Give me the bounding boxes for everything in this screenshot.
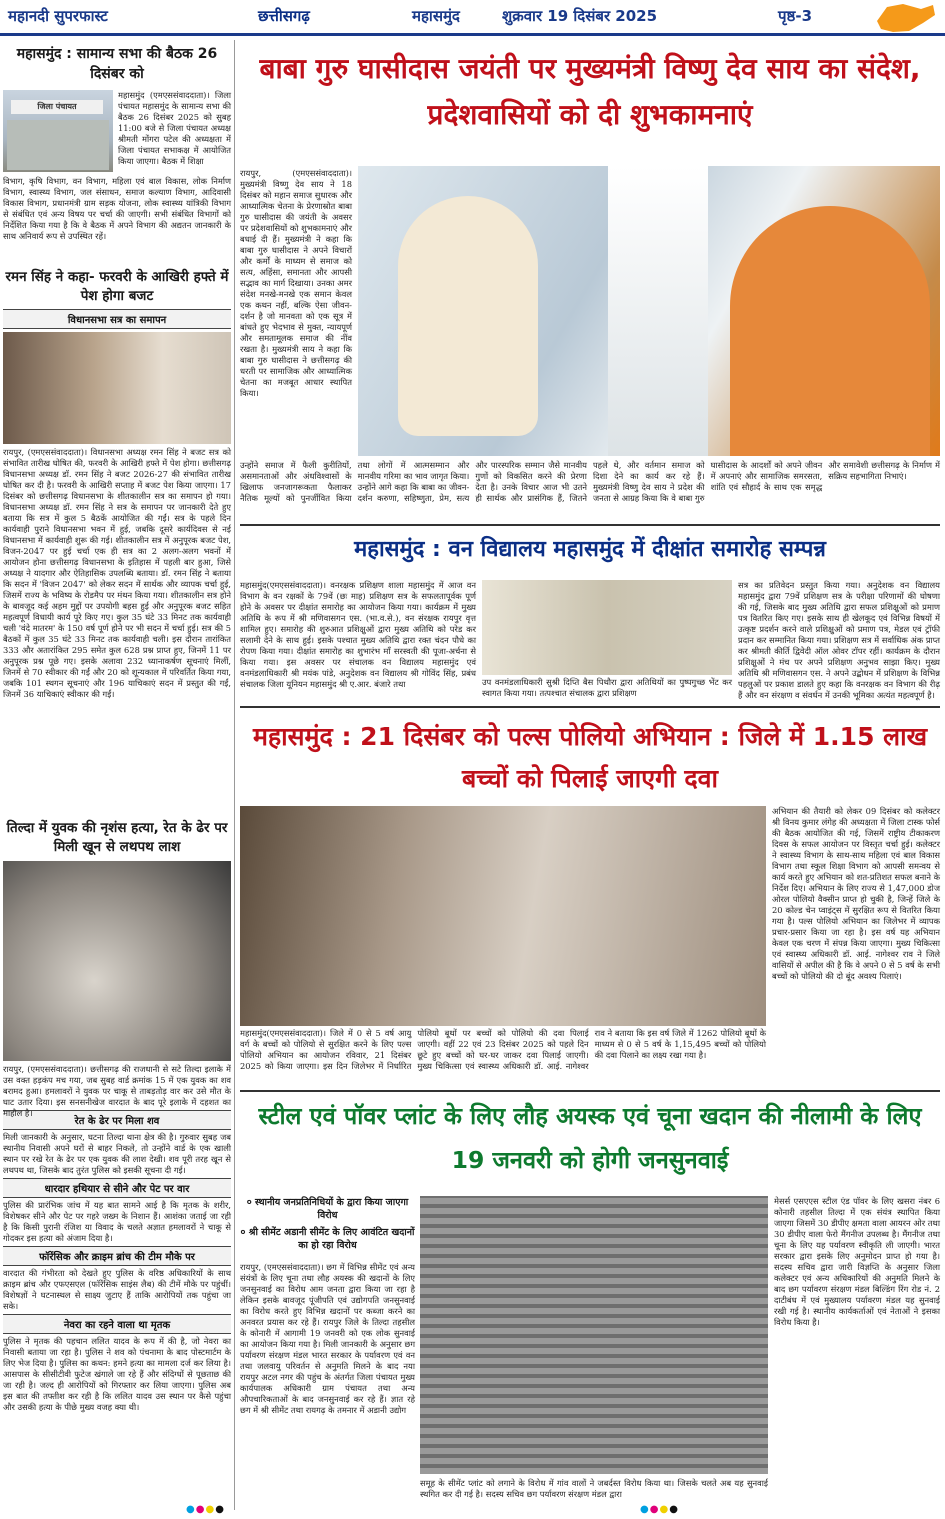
chief-minister-portrait [730,206,930,456]
tilda-body-1: रायपुर, (एमएससंवाददाता)। छत्तीसगढ़ की राजधानी से सटे तिल्दा इलाके में उस वक्त हड़कंप मच गया, जब सुबह वार्ड क्रमांक 15 में एक युवक का शव बरामद हुआ। हमलावरों ने युवक पर चाकू से ताबड़तोड़ वार कर उसे मौत के घाट उतार दिया। इस सनसनीखेज वारदात के बाद पूरे इलाके में दहशत का माहौल है। [3,1064,231,1118]
registration-dots-right: ●●●● [640,1504,679,1515]
tilda-body-3: पुलिस की प्रारंभिक जांच में यह बात सामने आई है कि मृतक के शरीर, विशेषकर सीने और पेट पर गहरे जख्म के निशान हैं। आशंका जताई जा रही है कि किसी पुरानी रंजिश या विवाद के चलते अज्ञात हमलावरों ने चाकू से गोदकर इस हत्या को अंजाम दिया है। [3,1200,231,1243]
headline-raman-singh: रमन सिंह ने कहा- फरवरी के आखिरी हफ्ते में पेश होगा बजट [5,269,229,304]
raman-singh-body: रायपुर, (एमएससंवाददाता)। विधानसभा अध्यक्ष रमन सिंह ने बजट सत्र को संभावित तारीख घोषित की, फरवरी के आखिरी हफ्ते में पेश होगा। छत्तीसगढ़ विधानसभा अध्यक्ष डॉ. रमन सिंह ने बजट 2026-27 की संभावित तारीख घोषित कर दी है। फरवरी के आखिरी सप्ताह में बजट पेश किया जाएगा। 17 दिसंबर को छत्तीसगढ़ विधानसभा के शीतकालीन सत्र का समापन हो गया। विधानसभा अध्यक्ष डॉ. रमन सिंह ने सत्र के समापन पर जानकारी देते हुए बताया कि सत्र में कुल 5 बैठकें आयोजित की गईं। सत्र के पहले दिन कार्यवाही पुराने विधानसभा भवन में हुई, जबकि दूसरे कार्यदिवस से नई विधानसभा में कार्यवाही शुरू की गई। शीतकालीन सत्र में अनुपूरक बजट पेश, विजन-2047 पर हुई चर्चा एक ही सत्र का 2 अलग-अलग भवनों में आयोजन होना छत्तीसगढ़ विधानसभा के इतिहास में पहली बार हुआ, जिसे अध्यक्ष ने यादगार और ऐतिहासिक उपलब्धि बताया। डॉ. रमन सिंह ने बताया कि सदन में 'विजन 2047' को लेकर सदन में सार्थक और व्यापक चर्चा हुई, जिसमें राज्य के भविष्य के रोडमैप पर मंथन किया गया। शीतकालीन सत्र होने के बावजूद कई अहम मुद्दों पर उपयोगी बहस हुई और अनुपूरक बजट सहित महत्वपूर्ण विधायी कार्य पूरे किए गए। कुल 35 घंटे 33 मिनट तक कार्यवाही चली 'वंदे मातरम' के 150 वर्ष पूर्ण होने पर भी सदन में चर्चा हुई। सत्र की 5 बैठकों में कुल 35 घंटे 33 मिनट तक कार्यवाही चली। इस दौरान तारांकित 333 और अतारांकित 295 समेत कुल 628 प्रश्न प्राप्त हुए, जिनमें 11 पर अनुपूरक प्रश्न पूछे गए। इसके अलावा 232 ध्यानाकर्षण सूचनाएं मिलीं, जिनमें से 70 स्वीकार की गईं और 20 को शून्यकाल में परिवर्तित किया गया, जबकि 101 स्थगन सूचनाएं और 196 याचिकाएं सदन में प्रस्तुत की गईं, जिनमें 36 याचिकाएं स्वीकार की गईं। [3,447,231,699]
jansunvai-side: मेसर्स एसएएस स्टील एंड पॉवर के लिए खसरा नंबर 6 कोनारी तहसील तिल्दा में एक संयंत्र स्थापित किया जाएगा जिसमें 30 डीपीए क्षमता वाला आयरन ओर तथा 30 डीपीए वाला फेरो मैंगनीज उपलब्ध है। मैंगनीज तथा चूना के लिए यह पर्यावरण स्वीकृति ली जाएगी। भारत सरकार द्वारा इसके लिए अनुमोदन प्राप्त हो गया है। सदस्य सचिव द्वारा जारी विज्ञप्ति के अनुसार जिला कलेक्टर एवं अन्य अधिकारियों की अनुमति मिलने के बाद छग पर्यावरण संरक्षण मंडल बिल्डिंग रिंग रोड नं. 2 दाटीबंध में एवं मुख्यालय पर्यावरण मंडल यह सुनवाई रखी गई है। स्थानीय कार्यकर्ताओं एवं नेताओं ने इसका विरोध किया है। [774,1196,940,1327]
left-column [3,40,231,1510]
column-divider [234,40,235,1510]
deekshant-body-1: महासमुंद(एमएससंवाददाता)। वनरक्षक प्रशिक्षण शाला महासमुंद में आज वन विभाग के वन रक्षकों के 79वें (छः माह) प्रशिक्षण सत्र के सफलतापूर्वक पूर्ण होने के अवसर पर दीक्षांत समारोह का आयोजन किया गया। कार्यक्रम में मुख्य अतिथि के रूप में श्री मणिवासगन एस. (भा.व.से.), वन संरक्षक रायपुर वृत्त शामिल हुए। समारोह की शुरुआत प्रशिक्षुओं द्वारा मुख्य अतिथि को परेड कर सलामी देने के साथ हुई। इसके पश्चात मुख्य अतिथि द्वारा रक्त चंदन पौधे का रोपण किया गया। दीक्षांत समारोह का शुभारंभ माँ सरस्वती की पूजा-अर्चना से किया गया। इस अवसर पर संचालक वन विद्यालय महासमुंद एवं वनमंडलाधिकारी श्री मयंक पांडे, अनुदेशक वन विद्यालय श्री गोविंद सिंह, प्रबंध संचालक जिला यूनियन महासमुंद श्री ए.आर. बंजारे तथा [240,580,476,689]
state-name: छत्तीसगढ़ [258,7,310,25]
masthead [0,0,945,36]
headline-jansunvai: स्टील एवं पॉवर प्लांट के लिए लौह अयस्क एवं चूना खदान की नीलामी के लिए 19 जनवरी को होगी जनसुनवाई [258,1102,922,1174]
jansunvai-bullet-1: ० स्थानीय जनप्रतिनिधियों के द्वारा किया जाएगा विरोध [246,1197,409,1221]
jansunvai-caption: समूह के सीमेंट प्लांट को लगाने के विरोध में गांव वालों ने जबर्दस्त विरोध किया था। जिसके चलते अब यह सुनवाई स्थगित कर दी गई है। सदस्य सचिव छग पर्यावरण संरक्षण मंडल द्वारा [420,1478,768,1499]
tilda-body-5: पुलिस ने मृतक की पहचान ललित यादव के रूप में की है, जो नेवरा का निवासी बताया जा रहा है। पुलिस ने शव को पंचनामा के बाद पोस्टमार्टम के लिए भेज दिया है। पुलिस का कथन: हमने हत्या का मामला दर्ज कर लिया है। आसपास के सीसीटीवी फुटेज खंगाले जा रहे हैं और संदिग्धों से पूछताछ की जा रही है। जल्द ही आरोपियों को गिरफ्तार कर लिया जाएगा। पुलिस अब इस बात की तफ्तीश कर रही है कि ललित यादव उस स्थान पर कैसे पहुंचा और उसकी हत्या के पीछे मुख्य वजह क्या थी। [3,1336,231,1412]
samanya-sabha-body-1: महासमुंद (एमएससंवाददाता)। जिला पंचायत महासमुंद के सामान्य सभा की बैठक 26 दिसंबर 2025 को सुबह 11:00 बजे से जिला पंचायत अध्यक्ष श्रीमती मोंगरा पटेल की अध्यक्षता में जिला पंचायत सभाकक्ष में आयोजित किया जाएगा। बैठक में शिक्षा [118,90,231,166]
city-name: महासमुंद [412,7,460,25]
subhead-ret-ke-dher: रेत के ढेर पर मिला शव [3,1110,231,1130]
tilda-crime-photo [3,861,231,1061]
ore-plant-photo [420,1196,768,1474]
zila-panchayat-photo [3,90,113,172]
polio-drops-photo [240,806,766,1026]
section-rule-3 [240,1090,940,1092]
paper-name: महानदी सुपरफास्ट [8,7,108,25]
section-rule-1 [240,524,940,526]
samanya-sabha-body-2: विभाग, कृषि विभाग, वन विभाग, महिला एवं बाल विकास, लोक निर्माण विभाग, स्वास्थ्य विभाग, जल संसाधन, समाज कल्याण विभाग, आदिवासी विकास विभाग, प्रधानमंत्री ग्राम सड़क योजना, लोक स्वास्थ्य यांत्रिकी विभाग से संबंधित एवं अन्य विषय पर चर्चा की जाएगी। सभी संबंधित विभागों को निर्देशित किया गया है कि वे बैठक में अपने विभाग की अद्यतन जानकारी के साथ अनिवार्य रूप से उपस्थित रहें। [3,176,231,241]
guru-ghasidas-body-2: उन्होंने समाज में फैली कुरीतियों, असमानताओं और अंधविश्वासों के खिलाफ जनजागरूकता फैलाकर नैतिक मूल्यों को पुनर्जीवित किया तथा लोगों में आत्मसम्मान और मानवीय गरिमा का भाव जागृत किया। उन्होंने आगे कहा कि बाबा का जीवन-दर्शन करुणा, सहिष्णुता, प्रेम, सत्य और पारस्परिक सम्मान जैसे मानवीय गुणों को विकसित करने की प्रेरणा देता है। उनके विचार आज भी उतने ही सार्थक और प्रासंगिक हैं, जितने पहले थे, और वर्तमान समाज को दिशा देने का कार्य कर रहे हैं। मुख्यमंत्री विष्णु देव साय ने प्रदेश की जनता से आग्रह किया कि वे बाबा गुरु घासीदास के आदर्शों को अपने जीवन में अपनाएं और सामाजिक समरसता, शांति एवं सौहार्द के साथ एक समृद्ध और समावेशी छत्तीसगढ़ के निर्माण में सक्रिय सहभागिता निभाएं। [240,460,940,503]
subhead-dhardar-hathiyar: धारदार हथियार से सीने और पेट पर वार [3,1178,231,1198]
deekshant-caption: उप वनमंडलाधिकारी सुश्री दिप्ति बैस पिथौरा द्वारा अतिथियों का पुष्पगुच्छ भेंट कर स्वागत किया गया। तत्पश्चात संचालक द्वारा प्रशिक्षण [482,677,732,698]
jansunvai-bullet-2: ० श्री सीमेंट अडानी सीमेंट के लिए आवंटित खदानों का हो रहा विरोध [240,1227,415,1251]
pulse-polio-body: महासमुंद(एमएससंवाददाता)। जिले में 0 से 5 वर्ष आयु वर्ग के बच्चों को पोलियो से सुरक्षित करने के लिए पल्स पोलियो अभियान का आयोजन रविवार, 21 दिसंबर 2025 को किया जाएगा। इस दिन जिलेभर में निर्धारित पोलियो बूथों पर बच्चों को पोलियो की दवा पिलाई जाएगी। वहीं 22 एवं 23 दिसंबर 2025 को पहले दिन छूटे हुए बच्चों को घर-घर जाकर दवा पिलाई जाएगी। मुख्य चिकित्सा एवं स्वास्थ्य अधिकारी डॉ. आई. नागेश्वर राव ने बताया कि इस वर्ष जिले में 1262 पोलियो बूथों के माध्यम से 0 से 5 वर्ष के 1,15,495 बच्चों को पोलियो की दवा पिलाने का लक्ष्य रखा गया है। [240,1028,766,1071]
building-sign: जिला पंचायत [11,100,103,114]
subhead-forensic: फॉरेंसिक और क्राइम ब्रांच की टीम मौके पर [3,1246,231,1266]
jansunvai-body-1: रायपुर, (एमएससंवाददाता)। छग में विभिन्न सीमेंट एवं अन्य संयंत्रों के लिए चूना तथा लौह अयस्क की खदानों के लिए जनसुनवाई का विरोध आम जनता द्वारा किया जा रहा है लेकिन इसके बावजूद पूंजीपति एवं उद्योगपति जनसुनवाई का विरोध करते हुए विभिन्न खदानों पर कब्जा करने का अनवरत प्रयास कर रहे हैं। रायपुर जिले के तिल्दा तहसील के कोनारी में आगामी 19 जनवरी को एक लोक सुनवाई का आयोजन किया गया है। मिली जानकारी के अनुसार छग पर्यावरण संरक्षण मंडल भारत सरकार के पर्यावरण एवं वन तथा जलवायु परिवर्तन से अनुमति मिलने के बाद नया रायपुर अटल नगर की पहुंच के अंतर्गत जिला पंचायत मुख्य कार्यपालक अधिकारी ग्राम पंचायत तथा अन्य औपचारिकताओं के बाद जनसुनवाई कर रहे हैं। ज्ञात रहे छग में श्री सीमेंट तथा रायगढ़ के तमनार में अडानी उद्योग [240,1262,415,1415]
headline-guru-ghasidas: बाबा गुरु घासीदास जयंती पर मुख्यमंत्री विष्णु देव साय का संदेश, प्रदेशवासियों को दी शुभकामनाएं [259,52,921,131]
cm-guru-ghasidas-photo [358,166,940,456]
jaitkham-tower [608,166,708,456]
tilda-body-2: मिली जानकारी के अनुसार, घटना तिल्दा थाना क्षेत्र की है। गुरुवार सुबह जब स्थानीय निवासी अपने घरों से बाहर निकले, तो उन्होंने वार्ड के एक खाली स्थान पर रखे रेत के ढेर पर एक युवक की लाश देखी। शव पूरी तरह खून से लथपथ था, जिसके बाद तुरंत पुलिस को इसकी सूचना दी गई। [3,1132,231,1175]
deekshant-body-2: सत्र का प्रतिवेदन प्रस्तुत किया गया। अनुदेशक वन विद्यालय महासमुंद द्वारा 79वें प्रशिक्षण सत्र के परीक्षा परिणामों की घोषणा की गई, जिसके बाद मुख्य अतिथि द्वारा सफल प्रशिक्षुओं को प्रमाण पत्र वितरित किए गए। इसके साथ ही खेलकूद एवं विभिन्न विषयों में उत्कृष्ट प्रदर्शन करने वाले प्रशिक्षुओं को प्रमाण पत्र, मेडल एवं ट्रॉफी प्रदान कर सम्मानित किया गया। प्रशिक्षण सत्र में सर्वाधिक अंक प्राप्त कर श्रीमती कीर्ति द्विवेदी ऑल ओवर टॉपर रहीं। कार्यक्रम के दौरान प्रशिक्षुओं ने मंच पर अपने प्रशिक्षण अनुभव साझा किए। मुख्य अतिथि श्री मणिवासगन एस. ने अपने उद्बोधन में प्रशिक्षण के विभिन्न पहलुओं पर प्रकाश डालते हुए कहा कि वनरक्षक वन विभाग की रीढ़ हैं और वन संरक्षण व संवर्धन में उनकी भूमिका अत्यंत महत्वपूर्ण है। [738,580,940,700]
tilda-body-4: वारदात की गंभीरता को देखते हुए पुलिस के वरिष्ठ अधिकारियों के साथ क्राइम ब्रांच और एफएसएल (फॉरेंसिक साइंस लैब) की टीमें मौके पर पहुंचीं। विशेषज्ञों ने घटनास्थल से साक्ष्य जुटाए हैं ताकि आरोपियों तक पहुंचा जा सके। [3,1268,231,1311]
headline-tilda-hatya: तिल्दा में युवक की नृशंस हत्या, रेत के ढेर पर मिली खून से लथपथ लाश [6,820,228,855]
headline-pulse-polio: महासमुंद : 21 दिसंबर को पल्स पोलियो अभियान : जिले में 1.15 लाख बच्चों को पिलाई जाएगी दवा [252,722,928,793]
headline-deekshant-samaroh: महासमुंद : वन विद्यालय महासमुंद में दीक्षांत समारोह सम्पन्न [354,537,826,562]
subhead-nevra: नेवरा का रहने वाला था मृतक [3,1314,231,1334]
section-rule-2 [240,706,940,708]
page-number: पृष्ठ-3 [778,7,813,25]
headline-samanya-sabha: महासमुंद : सामान्य सभा की बैठक 26 दिसंबर को [16,46,218,82]
pulse-polio-side: अभियान की तैयारी को लेकर 09 दिसंबर को कलेक्टर श्री विनय कुमार लंगेह की अध्यक्षता में जिला टास्क फोर्स की बैठक आयोजित की गई, जिसमें राष्ट्रीय टीकाकरण दिवस के सफल आयोजन पर विस्तृत चर्चा हुई। कलेक्टर ने स्वास्थ्य विभाग के साथ-साथ महिला एवं बाल विकास विभाग तथा स्कूल शिक्षा विभाग को आपसी समन्वय से कार्य करते हुए अभियान को शत-प्रतिशत सफल बनाने के निर्देश दिए। अभियान के लिए राज्य से 1,47,000 डोज ओरल पोलियो वैक्सीन प्राप्त हो चुकी है, जिन्हें जिले के 20 कोल्ड चेन प्वाइंट्स में सुरक्षित रूप से वितरित किया गया है। पल्स पोलियो अभियान का जिलेभर में व्यापक प्रचार-प्रसार किया जा रहा है। इस वर्ष यह अभियान केवल एक चरण में संपन्न किया जाएगा। मुख्य चिकित्सा एवं स्वास्थ्य अधिकारी डॉ. आई. नागेश्वर राव ने जिले वासियों से अपील की है कि वे अपने 0 से 5 वर्ष के सभी बच्चों को पोलियो की दो बूंद अवश्य पिलाएं। [772,806,940,981]
chhattisgarh-map-icon [869,1,939,35]
guru-ghasidas-figure [398,196,538,436]
deekshant-samaroh-photo [482,580,732,675]
guru-ghasidas-body-1: रायपुर, (एमएससंवाददाता)। मुख्यमंत्री विष्णु देव साय ने 18 दिसंबर को महान समाज सुधारक और आध्यात्मिक चेतना के प्रेरणास्रोत बाबा गुरु घासीदास की जयंती के अवसर पर प्रदेशवासियों को शुभकामनाएं और बधाई दी हैं। मुख्यमंत्री ने कहा कि बाबा गुरु घासीदास ने अपने विचारों और कर्मों के माध्यम से समाज को सत्य, अहिंसा, समानता और आपसी सद्भाव का मार्ग दिखाया। उनका अमर संदेश मनखे-मनखे एक समान केवल एक कथन नहीं, बल्कि ऐसा जीवन-दर्शन है जो मानवता को एक सूत्र में बांधते हुए भेदभाव से मुक्त, न्यायपूर्ण और समतामूलक समाज की नींव रखता है। मुख्यमंत्री साय ने कहा कि बाबा गुरु घासीदास ने छत्तीसगढ़ की धरती पर सामाजिक और आध्यात्मिक चेतना का मजबूत आधार स्थापित किया। [240,168,352,398]
raman-singh-photo [3,332,231,444]
registration-dots-left: ●●●● [186,1504,225,1515]
subhead-vidhansabha: विधानसभा सत्र का समापन [3,309,231,329]
date: शुक्रवार 19 दिसंबर 2025 [502,7,658,25]
